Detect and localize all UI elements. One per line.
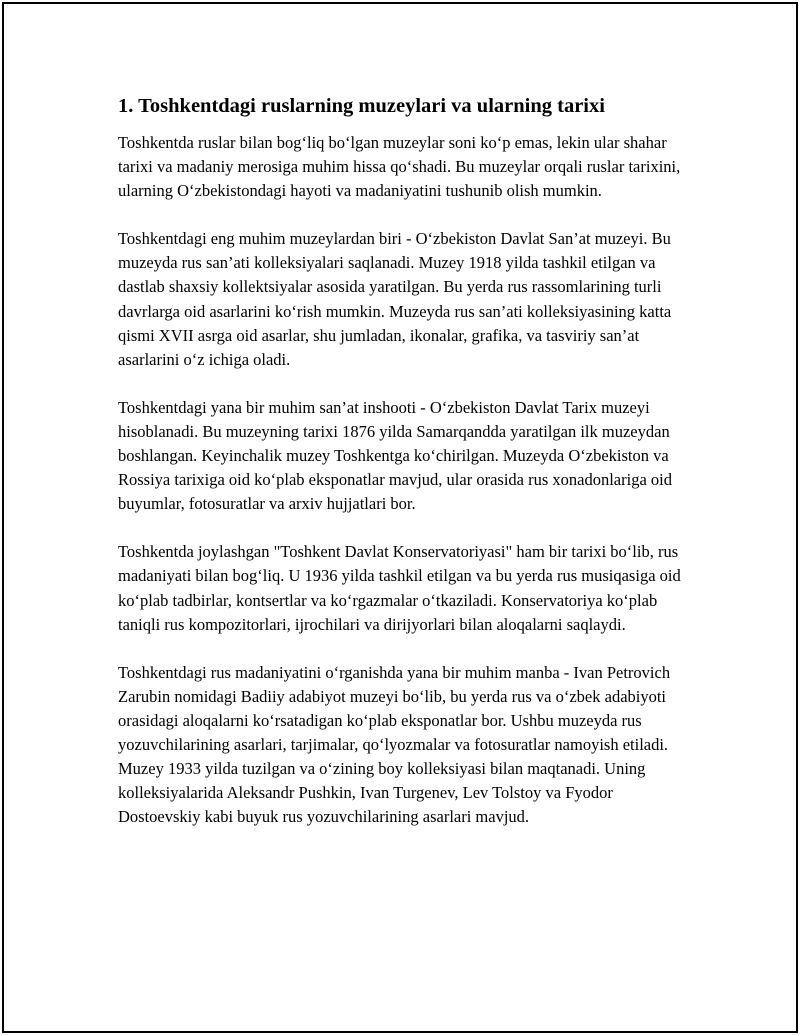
- paragraph-literature-museum: Toshkentdagi rus madaniyatini o‘rganishda yana bir muhim manba - Ivan Petrovich Zarubin nomidagi Badiiy adabiyot muzeyi bo‘lib, bu yerda rus va o‘zbek adabiyoti orasidagi aloqalarni ko‘rsatadigan ko‘plab eksponatlar bor. Ushbu muzeyda rus yozuvchilarining asarlari, tarjimalar, qo‘lyozmalar va fotosuratlar namoyish etiladi. Muzey 1933 yilda tuzilgan va o‘zining boy kolleksiyasi bilan maqtanadi. Uning kolleksiyalarida Aleksandr Pushkin, Ivan Turgenev, Lev Tolstoy va Fyodor Dostoevskiy kabi buyuk rus yozuvchilarining asarlari mavjud.: [118, 662, 671, 827]
- paragraph-conservatory: Toshkentda joylashgan "Toshkent Davlat Konservatoriyasi" ham bir tarixi bo‘lib, rus madaniyati bilan bog‘liq. U 1936 yilda tashkil etilgan va bu yerda rus musiqasiga oid ko‘plab tadbirlar, kontsertlar va ko‘rgazmalar o‘tkaziladi. Konservatoriya ko‘plab taniqli rus kompozitorlari, ijrochilari va dirijyorlari bilan aloqalarni saqlaydi.: [118, 542, 681, 634]
- document-body: [118, 92, 688, 853]
- paragraph-art-museum: Toshkentdagi eng muhim muzeylardan biri - O‘zbekiston Davlat San’at muzeyi. Bu muzeyda rus san’ati kolleksiyalari saqlanadi. Muzey 1918 yilda tashkil etilgan va dastlab shaxsiy kollektsiyalar asosida yaratilgan. Bu yerda rus rassomlarining turli davrlarga oid asarlarini ko‘rish mumkin. Muzeyda rus san’ati kolleksiyasining katta qismi XVII asrga oid asarlar, shu jumladan, ikonalar, grafika, va tasviriy san’at asarlarini o‘z ichiga oladi.: [118, 229, 672, 369]
- paragraph-intro: Toshkentda ruslar bilan bog‘liq bo‘lgan muzeylar soni ko‘p emas, lekin ular shahar tarixi va madaniy merosiga muhim hissa qo‘shadi. Bu muzeylar orqali ruslar tarixini, ularning O‘zbekistondagi hayoti va madaniyatini tushunib olish mumkin.: [118, 133, 681, 201]
- paragraph-history-museum: Toshkentdagi yana bir muhim san’at inshooti - O‘zbekiston Davlat Tarix muzeyi hisoblanadi. Bu muzeyning tarixi 1876 yilda Samarqandda yaratilgan ilk muzeydan boshlangan. Keyinchalik muzey Toshkentga ko‘chirilgan. Muzeyda O‘zbekiston va Rossiya tarixiga oid ko‘plab eksponatlar mavjud, ular orasida rus xonadonlariga oid buyumlar, fotosuratlar va arxiv hujjatlari bor.: [118, 397, 672, 514]
- page-title: 1. Toshkentdagi ruslarning muzeylari va ularning tarixi: [118, 95, 605, 117]
